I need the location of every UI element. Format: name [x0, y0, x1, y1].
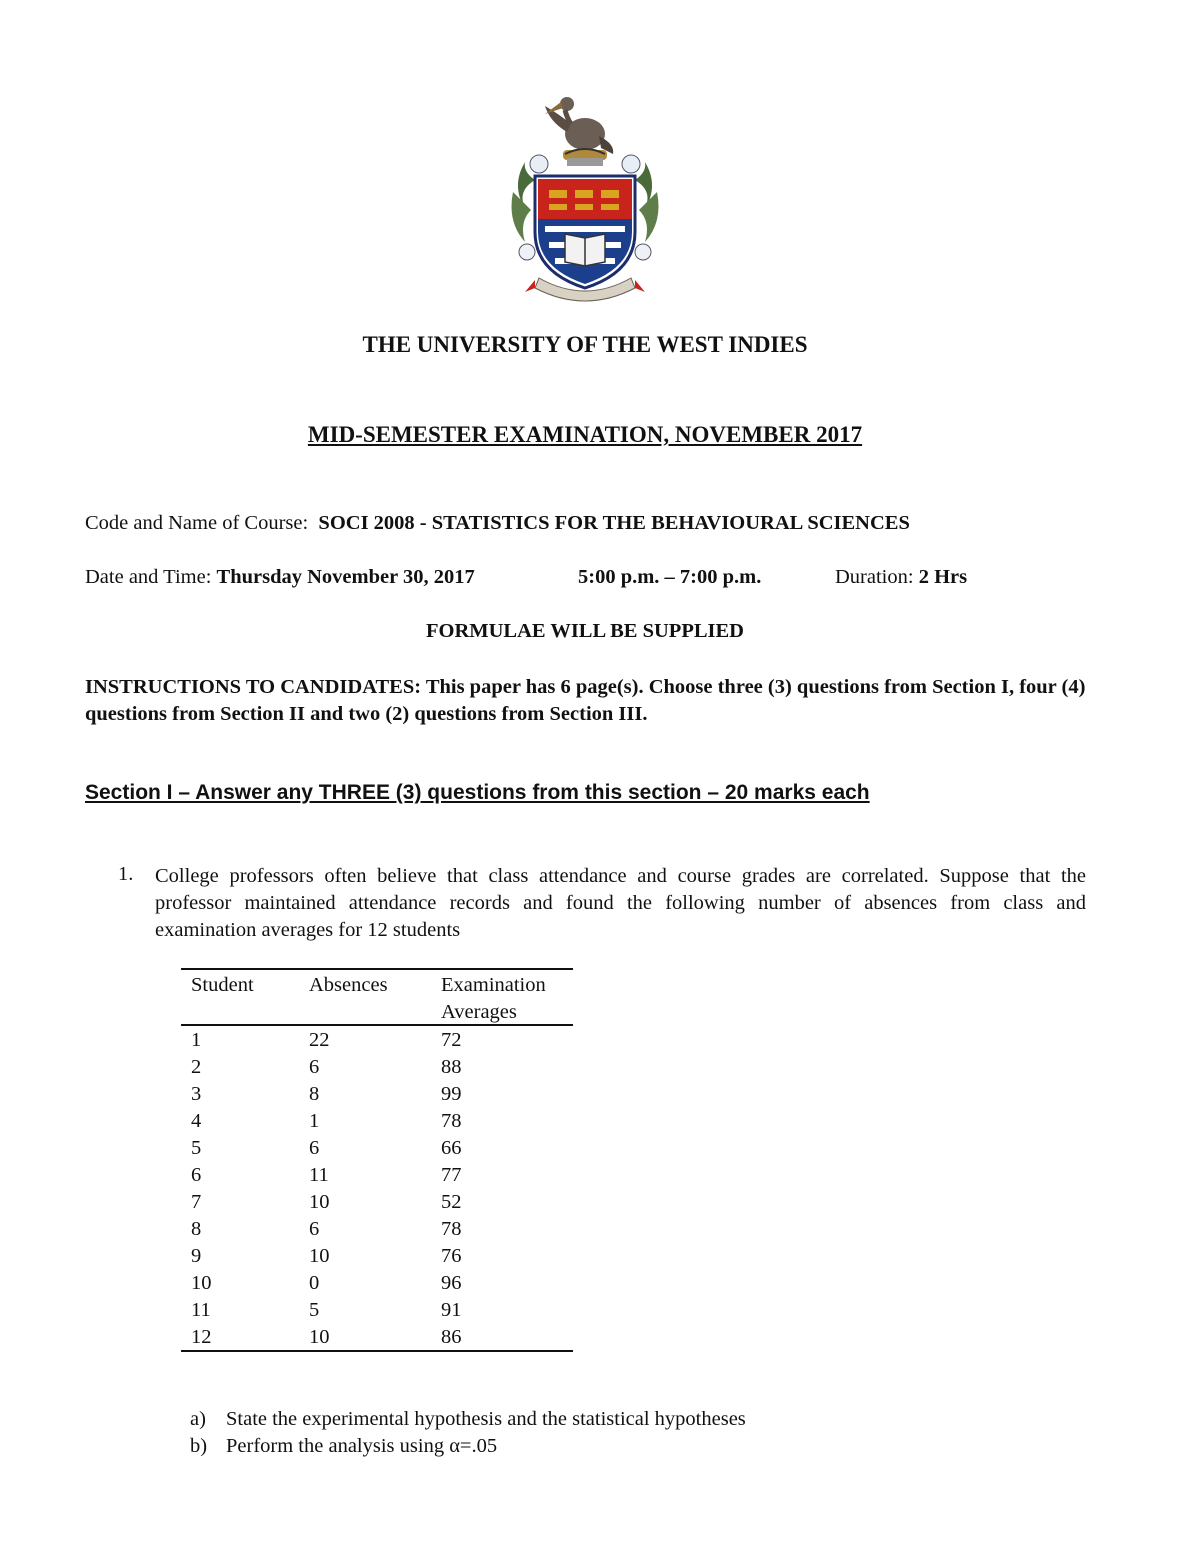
- absences-cell: 6: [309, 1056, 320, 1078]
- student-cell: 2: [191, 1056, 202, 1078]
- course-line: [85, 512, 910, 535]
- exam-title: MID-SEMESTER EXAMINATION, NOVEMBER 2017: [307, 422, 863, 447]
- average-cell: 91: [441, 1299, 462, 1321]
- part-b-label: b): [190, 1435, 208, 1457]
- table-header-rule: [181, 1024, 573, 1026]
- col-header-averages: Averages: [441, 1001, 517, 1023]
- student-cell: 11: [191, 1299, 211, 1321]
- absences-cell: 22: [309, 1029, 330, 1051]
- average-cell: 78: [441, 1110, 462, 1132]
- average-cell: 66: [441, 1137, 462, 1159]
- absences-cell: 6: [309, 1137, 320, 1159]
- average-cell: 76: [441, 1245, 462, 1267]
- absences-cell: 5: [309, 1299, 320, 1321]
- student-cell: 9: [191, 1245, 202, 1267]
- question-text: College professors often believe that class attendance and course grades are correlated. Suppose that the professor maintained attendance records and found the following number of absences from class and examination averages for 12 students: [155, 865, 1086, 941]
- absences-cell: 6: [309, 1218, 320, 1240]
- average-cell: 99: [441, 1083, 462, 1105]
- university-name: THE UNIVERSITY OF THE WEST INDIES: [362, 332, 808, 357]
- student-cell: 6: [191, 1164, 202, 1186]
- question-part-a: [190, 1408, 746, 1431]
- student-cell: 5: [191, 1137, 202, 1159]
- exam-date: Thursday November 30, 2017: [216, 566, 475, 588]
- duration-value: 2 Hrs: [918, 566, 968, 588]
- absences-cell: 0: [309, 1272, 320, 1294]
- course-label: Code and Name of Course:: [85, 512, 309, 534]
- part-b-text: Perform the analysis using α=.05: [226, 1435, 498, 1457]
- average-cell: 77: [441, 1164, 462, 1186]
- section-heading: Section I – Answer any THREE (3) questions from this section – 20 marks each: [85, 781, 870, 804]
- duration-label: Duration:: [835, 566, 914, 588]
- table-top-rule: [181, 968, 573, 970]
- average-cell: 86: [441, 1326, 462, 1348]
- absences-cell: 8: [309, 1083, 320, 1105]
- duration-group: [835, 566, 967, 589]
- question-number: 1.: [118, 863, 134, 885]
- formulae-notice: FORMULAE WILL BE SUPPLIED: [425, 620, 744, 642]
- date-label: Date and Time:: [85, 566, 212, 588]
- average-cell: 72: [441, 1029, 462, 1051]
- average-cell: 88: [441, 1056, 462, 1078]
- student-cell: 3: [191, 1083, 202, 1105]
- student-cell: 4: [191, 1110, 202, 1132]
- absences-cell: 10: [309, 1326, 330, 1348]
- schedule-line: [85, 566, 968, 589]
- col-header-exam: Examination: [441, 974, 546, 996]
- absences-cell: 1: [309, 1110, 320, 1132]
- instructions: INSTRUCTIONS TO CANDIDATES: This paper has 6 page(s). Choose three (3) questions from Section I, four (4) questions from Section II and two (2) questions from Section III.: [85, 676, 1086, 725]
- col-header-student: Student: [191, 974, 254, 996]
- exam-time: 5:00 p.m. – 7:00 p.m.: [578, 566, 762, 588]
- student-cell: 8: [191, 1218, 202, 1240]
- university-crest: [505, 92, 665, 304]
- question-part-b: [190, 1435, 497, 1458]
- table-bottom-rule: [181, 1350, 573, 1352]
- student-cell: 7: [191, 1191, 202, 1213]
- average-cell: 52: [441, 1191, 462, 1213]
- absences-cell: 11: [309, 1164, 329, 1186]
- absences-cell: 10: [309, 1191, 330, 1213]
- average-cell: 96: [441, 1272, 462, 1294]
- student-cell: 12: [191, 1326, 212, 1348]
- col-header-absences: Absences: [309, 974, 388, 996]
- course-value: SOCI 2008 - STATISTICS FOR THE BEHAVIOURAL SCIENCES: [318, 512, 910, 534]
- student-cell: 10: [191, 1272, 212, 1294]
- absences-cell: 10: [309, 1245, 330, 1267]
- part-a-text: State the experimental hypothesis and the statistical hypotheses: [226, 1408, 746, 1430]
- average-cell: 78: [441, 1218, 462, 1240]
- part-a-label: a): [190, 1408, 206, 1430]
- student-cell: 1: [191, 1029, 202, 1051]
